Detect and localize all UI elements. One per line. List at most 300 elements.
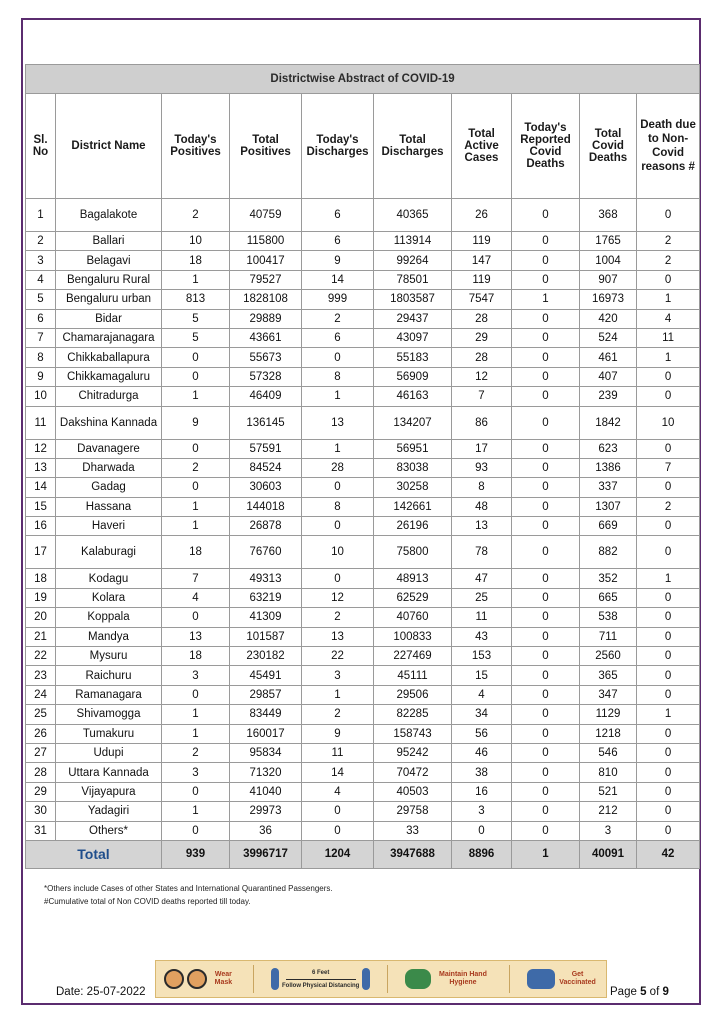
table-row (26, 743, 700, 762)
serial-cell: 28 (26, 763, 56, 782)
value-cell: 45111 (374, 666, 452, 685)
value-cell: 83449 (230, 705, 302, 724)
value-cell: 76760 (230, 536, 302, 569)
serial-cell: 17 (26, 536, 56, 569)
district-name-cell: Mysuru (56, 647, 162, 666)
value-cell: 115800 (230, 232, 302, 251)
value-cell: 13 (162, 627, 230, 646)
value-cell: 0 (512, 478, 580, 497)
value-cell: 10 (302, 536, 374, 569)
district-name-cell: Koppala (56, 608, 162, 627)
value-cell: 48 (452, 497, 512, 516)
value-cell: 2 (162, 743, 230, 762)
value-cell: 1765 (580, 232, 637, 251)
district-name-cell: Others* (56, 821, 162, 840)
serial-cell: 1 (26, 199, 56, 232)
value-cell: 12 (452, 367, 512, 386)
value-cell: 0 (637, 685, 700, 704)
value-cell: 62529 (374, 588, 452, 607)
value-cell: 623 (580, 439, 637, 458)
column-header: Today's Positives (162, 94, 230, 199)
table-row (26, 569, 700, 588)
table-row (26, 478, 700, 497)
value-cell: 0 (512, 348, 580, 367)
value-cell: 227469 (374, 647, 452, 666)
total-value: 3947688 (374, 840, 452, 868)
table-row (26, 821, 700, 840)
value-cell: 420 (580, 309, 637, 328)
table-title: Districtwise Abstract of COVID-19 (26, 65, 700, 94)
value-cell: 40759 (230, 199, 302, 232)
value-cell: 18 (162, 536, 230, 569)
masked-face-icon (164, 969, 184, 989)
value-cell: 1129 (580, 705, 637, 724)
column-header: District Name (56, 94, 162, 199)
non-covid-footnote: #Cumulative total of Non COVID deaths reported till today. (44, 897, 251, 906)
table-row (26, 406, 700, 439)
value-cell: 56 (452, 724, 512, 743)
value-cell: 79527 (230, 270, 302, 289)
district-name-cell: Kolara (56, 588, 162, 607)
value-cell: 100417 (230, 251, 302, 270)
hand-wash-icon (405, 969, 431, 989)
value-cell: 26196 (374, 517, 452, 536)
value-cell: 0 (637, 724, 700, 743)
hand-hygiene-label: Maintain Hand Hygiene (439, 971, 487, 986)
serial-cell: 14 (26, 478, 56, 497)
value-cell: 28 (302, 458, 374, 477)
value-cell: 13 (452, 517, 512, 536)
value-cell: 119 (452, 270, 512, 289)
value-cell: 41309 (230, 608, 302, 627)
value-cell: 4 (162, 588, 230, 607)
serial-cell: 11 (26, 406, 56, 439)
hand-hygiene-segment (405, 969, 492, 989)
value-cell: 144018 (230, 497, 302, 516)
value-cell: 9 (302, 724, 374, 743)
value-cell: 3 (162, 666, 230, 685)
value-cell: 0 (637, 647, 700, 666)
value-cell: 0 (162, 367, 230, 386)
serial-cell: 21 (26, 627, 56, 646)
value-cell: 136145 (230, 406, 302, 439)
value-cell: 56951 (374, 439, 452, 458)
value-cell: 1 (162, 497, 230, 516)
value-cell: 0 (637, 763, 700, 782)
value-cell: 29 (452, 328, 512, 347)
table-body (26, 199, 700, 841)
value-cell: 0 (637, 439, 700, 458)
value-cell: 33 (374, 821, 452, 840)
value-cell: 57328 (230, 367, 302, 386)
value-cell: 999 (302, 290, 374, 309)
value-cell: 0 (512, 458, 580, 477)
value-cell: 0 (637, 517, 700, 536)
distance-arrow-icon (286, 979, 356, 980)
vaccination-icon (527, 969, 555, 989)
masked-face-icon (187, 969, 207, 989)
value-cell: 48913 (374, 569, 452, 588)
value-cell: 711 (580, 627, 637, 646)
value-cell: 7 (637, 458, 700, 477)
value-cell: 2560 (580, 647, 637, 666)
value-cell: 4 (637, 309, 700, 328)
value-cell: 3 (162, 763, 230, 782)
value-cell: 12 (302, 588, 374, 607)
value-cell: 0 (162, 439, 230, 458)
value-cell: 0 (302, 478, 374, 497)
value-cell: 9 (162, 406, 230, 439)
value-cell: 83038 (374, 458, 452, 477)
value-cell: 0 (512, 536, 580, 569)
value-cell: 0 (637, 199, 700, 232)
value-cell: 26878 (230, 517, 302, 536)
value-cell: 1 (162, 705, 230, 724)
table-row (26, 782, 700, 801)
value-cell: 810 (580, 763, 637, 782)
value-cell: 0 (162, 608, 230, 627)
value-cell: 142661 (374, 497, 452, 516)
value-cell: 84524 (230, 458, 302, 477)
value-cell: 95834 (230, 743, 302, 762)
value-cell: 0 (637, 588, 700, 607)
table-row (26, 588, 700, 607)
table-row (26, 763, 700, 782)
district-name-cell: Chikkaballapura (56, 348, 162, 367)
total-label: Total (26, 840, 162, 868)
value-cell: 43 (452, 627, 512, 646)
value-cell: 17 (452, 439, 512, 458)
value-cell: 78501 (374, 270, 452, 289)
value-cell: 14 (302, 270, 374, 289)
serial-cell: 31 (26, 821, 56, 840)
value-cell: 239 (580, 387, 637, 406)
value-cell: 0 (512, 270, 580, 289)
value-cell: 0 (452, 821, 512, 840)
serial-cell: 6 (26, 309, 56, 328)
value-cell: 352 (580, 569, 637, 588)
serial-cell: 30 (26, 802, 56, 821)
serial-cell: 20 (26, 608, 56, 627)
value-cell: 524 (580, 328, 637, 347)
value-cell: 0 (637, 821, 700, 840)
value-cell: 43661 (230, 328, 302, 347)
value-cell: 538 (580, 608, 637, 627)
district-name-cell: Mandya (56, 627, 162, 646)
district-name-cell: Udupi (56, 743, 162, 762)
value-cell: 0 (512, 627, 580, 646)
value-cell: 41040 (230, 782, 302, 801)
value-cell: 0 (512, 309, 580, 328)
value-cell: 3 (580, 821, 637, 840)
value-cell: 0 (512, 821, 580, 840)
value-cell: 26 (452, 199, 512, 232)
value-cell: 1 (162, 270, 230, 289)
page-current: 5 (640, 986, 647, 998)
serial-cell: 19 (26, 588, 56, 607)
value-cell: 147 (452, 251, 512, 270)
column-header: Sl. No (26, 94, 56, 199)
district-name-cell: Dakshina Kannada (56, 406, 162, 439)
value-cell: 63219 (230, 588, 302, 607)
serial-cell: 8 (26, 348, 56, 367)
value-cell: 2 (637, 251, 700, 270)
value-cell: 337 (580, 478, 637, 497)
table-row (26, 724, 700, 743)
table-row (26, 497, 700, 516)
value-cell: 212 (580, 802, 637, 821)
value-cell: 29973 (230, 802, 302, 821)
value-cell: 0 (512, 666, 580, 685)
value-cell: 0 (637, 782, 700, 801)
value-cell: 0 (512, 782, 580, 801)
value-cell: 0 (512, 367, 580, 386)
distancing-segment (271, 968, 370, 990)
value-cell: 29437 (374, 309, 452, 328)
value-cell: 1307 (580, 497, 637, 516)
value-cell: 0 (637, 478, 700, 497)
table-row (26, 458, 700, 477)
district-name-cell: Chikkamagaluru (56, 367, 162, 386)
table-row (26, 251, 700, 270)
district-name-cell: Bengaluru Rural (56, 270, 162, 289)
vaccinated-label: Get Vaccinated (559, 971, 596, 986)
value-cell: 882 (580, 536, 637, 569)
table-row (26, 290, 700, 309)
value-cell: 0 (302, 348, 374, 367)
value-cell: 29857 (230, 685, 302, 704)
value-cell: 13 (302, 406, 374, 439)
table-row (26, 627, 700, 646)
value-cell: 100833 (374, 627, 452, 646)
column-header: Total Positives (230, 94, 302, 199)
value-cell: 0 (302, 569, 374, 588)
value-cell: 7 (452, 387, 512, 406)
value-cell: 813 (162, 290, 230, 309)
table-row (26, 270, 700, 289)
value-cell: 230182 (230, 647, 302, 666)
value-cell: 3 (302, 666, 374, 685)
value-cell: 0 (512, 517, 580, 536)
district-name-cell: Uttara Kannada (56, 763, 162, 782)
serial-cell: 25 (26, 705, 56, 724)
value-cell: 8 (302, 367, 374, 386)
value-cell: 16973 (580, 290, 637, 309)
value-cell: 46409 (230, 387, 302, 406)
wear-mask-label: Wear Mask (214, 971, 233, 986)
value-cell: 56909 (374, 367, 452, 386)
value-cell: 2 (302, 608, 374, 627)
value-cell: 40365 (374, 199, 452, 232)
total-value: 8896 (452, 840, 512, 868)
banner-divider (509, 965, 510, 993)
value-cell: 28 (452, 309, 512, 328)
value-cell: 0 (637, 270, 700, 289)
value-cell: 82285 (374, 705, 452, 724)
table-row (26, 517, 700, 536)
table-row (26, 647, 700, 666)
serial-cell: 23 (26, 666, 56, 685)
value-cell: 47 (452, 569, 512, 588)
value-cell: 1842 (580, 406, 637, 439)
column-header: Total Covid Deaths (580, 94, 637, 199)
value-cell: 9 (302, 251, 374, 270)
value-cell: 907 (580, 270, 637, 289)
table-row (26, 685, 700, 704)
value-cell: 0 (162, 348, 230, 367)
value-cell: 0 (512, 328, 580, 347)
value-cell: 43097 (374, 328, 452, 347)
value-cell: 1 (302, 685, 374, 704)
value-cell: 28 (452, 348, 512, 367)
serial-cell: 15 (26, 497, 56, 516)
value-cell: 22 (302, 647, 374, 666)
value-cell: 29889 (230, 309, 302, 328)
value-cell: 6 (302, 232, 374, 251)
value-cell: 0 (512, 387, 580, 406)
total-value: 939 (162, 840, 230, 868)
value-cell: 153 (452, 647, 512, 666)
value-cell: 1218 (580, 724, 637, 743)
district-name-cell: Vijayapura (56, 782, 162, 801)
value-cell: 5 (162, 328, 230, 347)
table-row (26, 439, 700, 458)
column-header: Today's Discharges (302, 94, 374, 199)
value-cell: 55183 (374, 348, 452, 367)
value-cell: 0 (162, 782, 230, 801)
district-name-cell: Bengaluru urban (56, 290, 162, 309)
district-name-cell: Belagavi (56, 251, 162, 270)
value-cell: 46 (452, 743, 512, 762)
serial-cell: 16 (26, 517, 56, 536)
value-cell: 11 (452, 608, 512, 627)
value-cell: 14 (302, 763, 374, 782)
value-cell: 0 (162, 685, 230, 704)
report-date: Date: 25-07-2022 (56, 986, 146, 998)
value-cell: 2 (302, 705, 374, 724)
value-cell: 1 (637, 290, 700, 309)
value-cell: 18 (162, 251, 230, 270)
district-name-cell: Tumakuru (56, 724, 162, 743)
covid-abstract-table (25, 64, 700, 869)
serial-cell: 22 (26, 647, 56, 666)
value-cell: 347 (580, 685, 637, 704)
district-name-cell: Bagalakote (56, 199, 162, 232)
value-cell: 1004 (580, 251, 637, 270)
value-cell: 57591 (230, 439, 302, 458)
value-cell: 11 (637, 328, 700, 347)
value-cell: 0 (512, 251, 580, 270)
district-name-cell: Gadag (56, 478, 162, 497)
value-cell: 0 (512, 608, 580, 627)
value-cell: 665 (580, 588, 637, 607)
value-cell: 10 (637, 406, 700, 439)
value-cell: 1 (512, 290, 580, 309)
value-cell: 0 (637, 387, 700, 406)
value-cell: 18 (162, 647, 230, 666)
total-value: 3996717 (230, 840, 302, 868)
others-footnote: *Others include Cases of other States and International Quarantined Passengers. (44, 884, 333, 893)
page-total: 9 (662, 986, 669, 998)
six-feet-label: 6 Feet (311, 969, 330, 976)
district-name-cell: Ramanagara (56, 685, 162, 704)
value-cell: 38 (452, 763, 512, 782)
value-cell: 86 (452, 406, 512, 439)
value-cell: 55673 (230, 348, 302, 367)
table-row (26, 199, 700, 232)
table-row (26, 367, 700, 386)
page-prefix: Page (610, 986, 637, 998)
value-cell: 0 (637, 367, 700, 386)
person-icon (271, 968, 279, 990)
table-row (26, 348, 700, 367)
value-cell: 0 (162, 821, 230, 840)
value-cell: 29506 (374, 685, 452, 704)
value-cell: 4 (452, 685, 512, 704)
value-cell: 45491 (230, 666, 302, 685)
value-cell: 101587 (230, 627, 302, 646)
district-name-cell: Chitradurga (56, 387, 162, 406)
total-row (26, 840, 700, 868)
value-cell: 0 (512, 685, 580, 704)
district-name-cell: Kodagu (56, 569, 162, 588)
total-value: 40091 (580, 840, 637, 868)
value-cell: 40760 (374, 608, 452, 627)
value-cell: 70472 (374, 763, 452, 782)
serial-cell: 7 (26, 328, 56, 347)
value-cell: 25 (452, 588, 512, 607)
value-cell: 7 (162, 569, 230, 588)
district-name-cell: Raichuru (56, 666, 162, 685)
value-cell: 521 (580, 782, 637, 801)
value-cell: 0 (162, 478, 230, 497)
district-name-cell: Dharwada (56, 458, 162, 477)
value-cell: 1 (162, 802, 230, 821)
value-cell: 1 (162, 517, 230, 536)
table-row (26, 387, 700, 406)
serial-cell: 27 (26, 743, 56, 762)
column-header: Today's Reported Covid Deaths (512, 94, 580, 199)
district-name-cell: Haveri (56, 517, 162, 536)
value-cell: 2 (637, 232, 700, 251)
value-cell: 0 (302, 821, 374, 840)
value-cell: 1803587 (374, 290, 452, 309)
value-cell: 2 (162, 199, 230, 232)
value-cell: 1 (162, 724, 230, 743)
banner-divider (387, 965, 388, 993)
value-cell: 6 (302, 199, 374, 232)
vaccination-segment (527, 969, 598, 989)
table-row (26, 328, 700, 347)
serial-cell: 12 (26, 439, 56, 458)
serial-cell: 26 (26, 724, 56, 743)
serial-cell: 5 (26, 290, 56, 309)
value-cell: 71320 (230, 763, 302, 782)
value-cell: 30603 (230, 478, 302, 497)
value-cell: 49313 (230, 569, 302, 588)
table-row (26, 608, 700, 627)
value-cell: 0 (637, 666, 700, 685)
table-row (26, 705, 700, 724)
district-name-cell: Yadagiri (56, 802, 162, 821)
value-cell: 365 (580, 666, 637, 685)
value-cell: 75800 (374, 536, 452, 569)
follow-distancing-label: Follow Physical Distancing (281, 982, 360, 989)
table-row (26, 802, 700, 821)
value-cell: 2 (302, 309, 374, 328)
table-row (26, 666, 700, 685)
column-header: Total Discharges (374, 94, 452, 199)
